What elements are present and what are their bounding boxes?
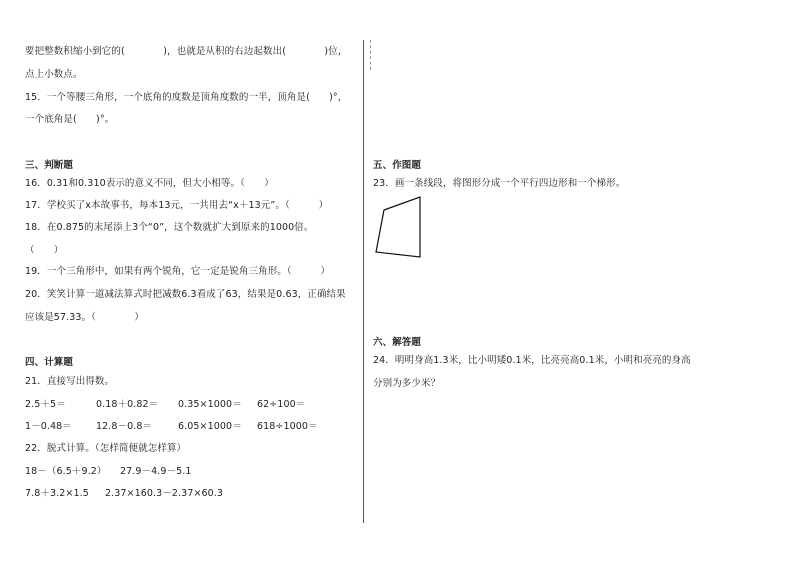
q16-text: 16．0.31和0.310表示的意义不同，但大小相等。（ ） xyxy=(25,178,274,189)
q17-text: 17．学校买了x本故事书，每本13元，一共用去“x＋13元”。（ ） xyxy=(25,200,329,211)
q21-item: 62÷100＝ xyxy=(257,399,306,410)
q19-text: 19．一个三角形中，如果有两个锐角，它一定是锐角三角形。（ ） xyxy=(25,266,331,277)
q20-text-line2: 应该是57.33。（ ） xyxy=(25,312,144,323)
section5-heading: 五、作图题 xyxy=(373,160,422,171)
q24-text-line1: 24．明明身高1.3米，比小明矮0.1米，比亮亮高0.1米，小明和亮亮的身高 xyxy=(373,355,691,366)
q21-item: 12.8－0.8＝ xyxy=(96,421,153,432)
section3-heading: 三、判断题 xyxy=(25,160,74,171)
q21-item: 1－0.48＝ xyxy=(25,421,72,432)
column-divider-dashed xyxy=(370,40,371,70)
trapezoid-figure xyxy=(374,192,424,262)
q22-item: 18－（6.5＋9.2） xyxy=(25,466,107,477)
q21-text: 21．直接写出得数。 xyxy=(25,376,115,387)
q18-text-line1: 18．在0.875的末尾添上3个“0”，这个数就扩大到原来的1000倍。 xyxy=(25,222,314,233)
column-divider xyxy=(363,40,364,523)
q15-text-line1: 15．一个等腰三角形，一个底角的度数是顶角度数的一半，顶角是( )°， xyxy=(25,92,348,103)
q22-item: 27.9－4.9－5.1 xyxy=(120,466,192,477)
q15-text-line2: 一个底角是( )°。 xyxy=(25,114,115,125)
section6-heading: 六、解答题 xyxy=(373,337,422,348)
q21-item: 618÷1000＝ xyxy=(257,421,318,432)
q22-item: 2.37×160.3－2.37×60.3 xyxy=(105,488,224,499)
q20-text-line1: 20．笑笑计算一道减法算式时把减数6.3看成了63，结果是0.63，正确结果 xyxy=(25,289,346,300)
q21-item: 6.05×1000＝ xyxy=(178,421,242,432)
q21-item: 0.18＋0.82＝ xyxy=(96,399,159,410)
q14-text-line2: 点上小数点。 xyxy=(25,69,83,80)
q22-item: 7.8＋3.2×1.5 xyxy=(25,488,89,499)
q21-item: 0.35×1000＝ xyxy=(178,399,242,410)
q21-item: 2.5＋5＝ xyxy=(25,399,66,410)
q14-text-line1: 要把整数积缩小到它的( )，也就是从积的右边起数出( )位， xyxy=(25,46,348,57)
q24-text-line2: 分别为多少米？ xyxy=(373,378,441,389)
q23-text: 23．画一条线段，将图形分成一个平行四边形和一个梯形。 xyxy=(373,178,626,189)
q22-text: 22．脱式计算。（怎样简便就怎样算） xyxy=(25,443,187,454)
q18-text-line2: （ ） xyxy=(25,245,64,256)
section4-heading: 四、计算题 xyxy=(25,357,74,368)
